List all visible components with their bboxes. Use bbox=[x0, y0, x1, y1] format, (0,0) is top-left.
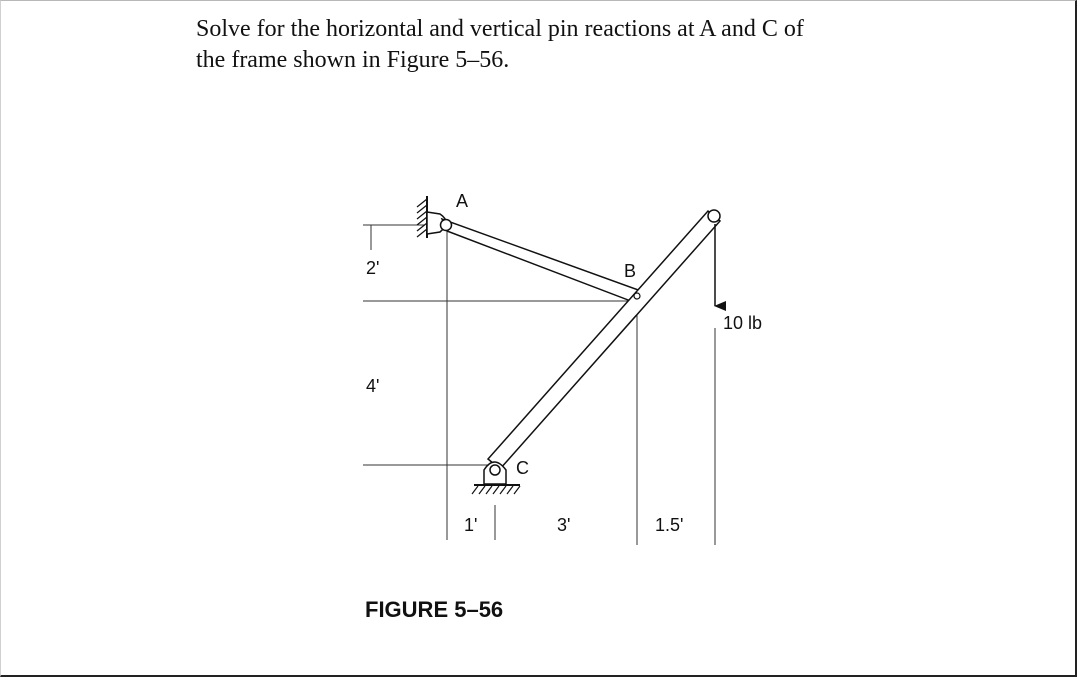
figure-caption: FIGURE 5–56 bbox=[365, 597, 504, 622]
dim-horizontal-2: 3' bbox=[557, 515, 571, 535]
load-label: 10 lb bbox=[723, 313, 763, 333]
pin-a bbox=[441, 220, 452, 231]
member-ab bbox=[442, 219, 641, 303]
load-end-pin bbox=[708, 210, 720, 222]
problem-line-1: Solve for the horizontal and vertical pin reactions at A and C of bbox=[196, 16, 804, 42]
problem-line-2: the frame shown in Figure 5–56. bbox=[196, 47, 510, 73]
label-c: C bbox=[516, 458, 529, 478]
dim-horizontal-1: 1' bbox=[464, 515, 478, 535]
dim-horizontal-3: 1.5' bbox=[655, 515, 684, 535]
label-a: A bbox=[456, 191, 469, 211]
pin-b bbox=[634, 293, 640, 299]
dim-vertical-upper: 2' bbox=[366, 258, 380, 278]
dim-vertical-lower: 4' bbox=[366, 376, 380, 396]
wall-support-a bbox=[417, 196, 446, 238]
label-b: B bbox=[624, 261, 637, 281]
ground-support-c bbox=[472, 462, 520, 494]
